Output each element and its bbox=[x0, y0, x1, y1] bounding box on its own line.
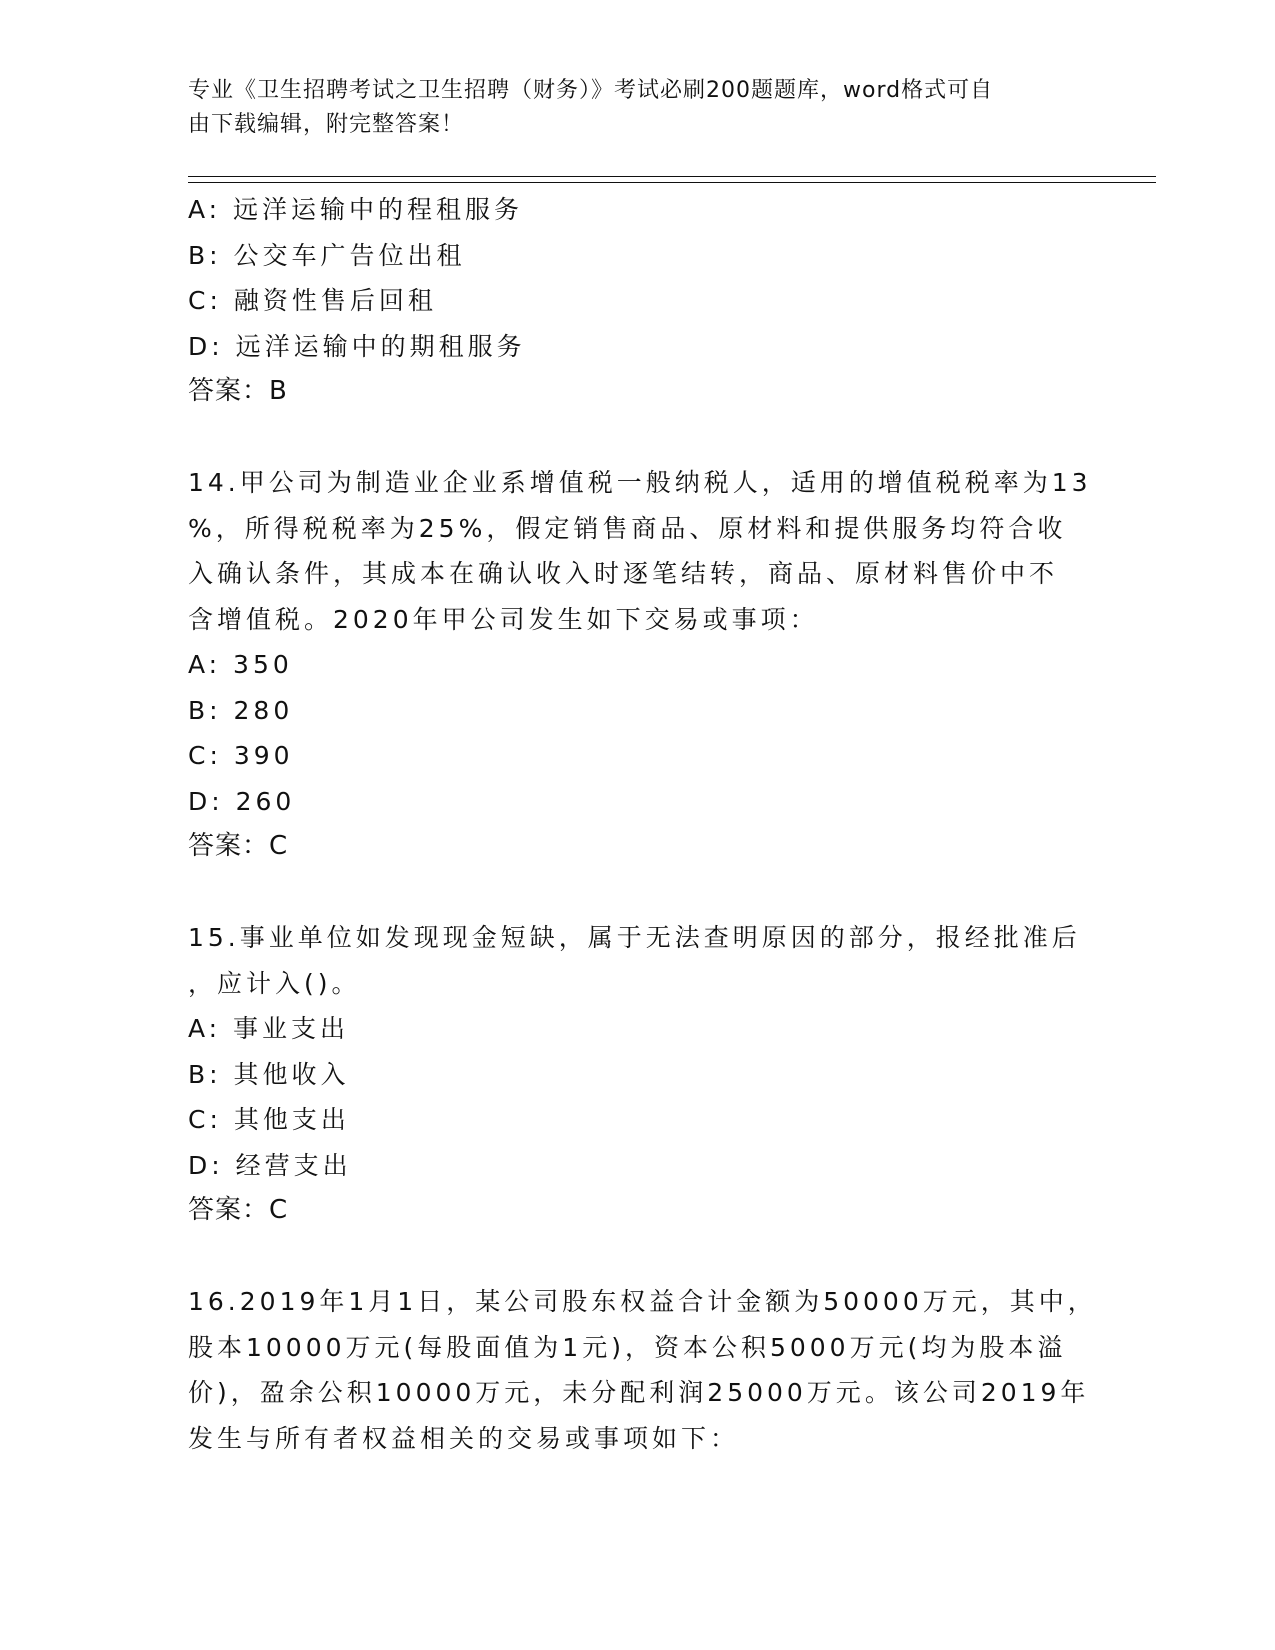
option-b: B: 公交车广告位出租 bbox=[188, 240, 466, 270]
question-stem-line: %，所得税税率为25%，假定销售商品、原材料和提供服务均符合收 bbox=[188, 513, 1067, 543]
question-16 bbox=[188, 1279, 1097, 1461]
question-stem-line: 14.甲公司为制造业企业系增值税一般纳税人，适用的增值税税率为13 bbox=[188, 468, 1092, 497]
option-b: B: 其他收入 bbox=[188, 1059, 350, 1089]
spacer bbox=[188, 1234, 1088, 1280]
question-stem-line: 15.事业单位如发现现金短缺，属于无法查明原因的部分，报经批准后 bbox=[188, 923, 1081, 952]
question-stem-line: 含增值税。2020年甲公司发生如下交易或事项： bbox=[188, 604, 819, 634]
answer-line: 答案：B bbox=[188, 376, 288, 406]
header-line-1: 专业《卫生招聘考试之卫生招聘（财务）》考试必刷200题题库，word格式可自 bbox=[188, 78, 994, 103]
spacer bbox=[188, 415, 1088, 461]
question-stem-line: 入确认条件，其成本在确认收入时逐笔结转，商品、原材料售价中不 bbox=[188, 559, 1059, 588]
document-header bbox=[188, 74, 1068, 142]
question-15 bbox=[188, 915, 1088, 1234]
option-d: D: 经营支出 bbox=[188, 1150, 352, 1180]
option-a: A: 事业支出 bbox=[188, 1014, 350, 1043]
question-14 bbox=[188, 460, 1092, 870]
question-stem-line: 发生与所有者权益相关的交易或事项如下： bbox=[188, 1423, 740, 1453]
header-line-2: 由下载编辑，附完整答案！ bbox=[188, 112, 465, 137]
option-a: A: 350 bbox=[188, 650, 293, 679]
answer-line: 答案：C bbox=[188, 831, 289, 861]
option-d: D: 远洋运输中的期租服务 bbox=[188, 331, 526, 361]
question-stem-line: 价)，盈余公积10000万元，未分配利润25000万元。该公司2019年 bbox=[188, 1378, 1090, 1407]
option-d: D: 260 bbox=[188, 786, 296, 816]
option-b: B: 280 bbox=[188, 695, 294, 725]
question-stem-line: ，应计入()。 bbox=[188, 968, 361, 998]
question-content bbox=[188, 187, 1097, 1461]
header-divider-top bbox=[188, 176, 1156, 177]
answer-line: 答案：C bbox=[188, 1195, 289, 1225]
option-a: A: 远洋运输中的程租服务 bbox=[188, 195, 524, 224]
spacer bbox=[188, 870, 1088, 916]
option-c: C: 其他支出 bbox=[188, 1105, 350, 1134]
option-c: C: 融资性售后回租 bbox=[188, 286, 437, 315]
question-13 bbox=[188, 187, 1088, 415]
question-stem-line: 股本10000万元(每股面值为1元)，资本公积5000万元(均为股本溢 bbox=[188, 1332, 1067, 1362]
option-c: C: 390 bbox=[188, 741, 294, 770]
question-stem-line: 16.2019年1月1日，某公司股东权益合计金额为50000万元，其中， bbox=[188, 1287, 1097, 1316]
header-divider-bottom bbox=[188, 182, 1156, 183]
